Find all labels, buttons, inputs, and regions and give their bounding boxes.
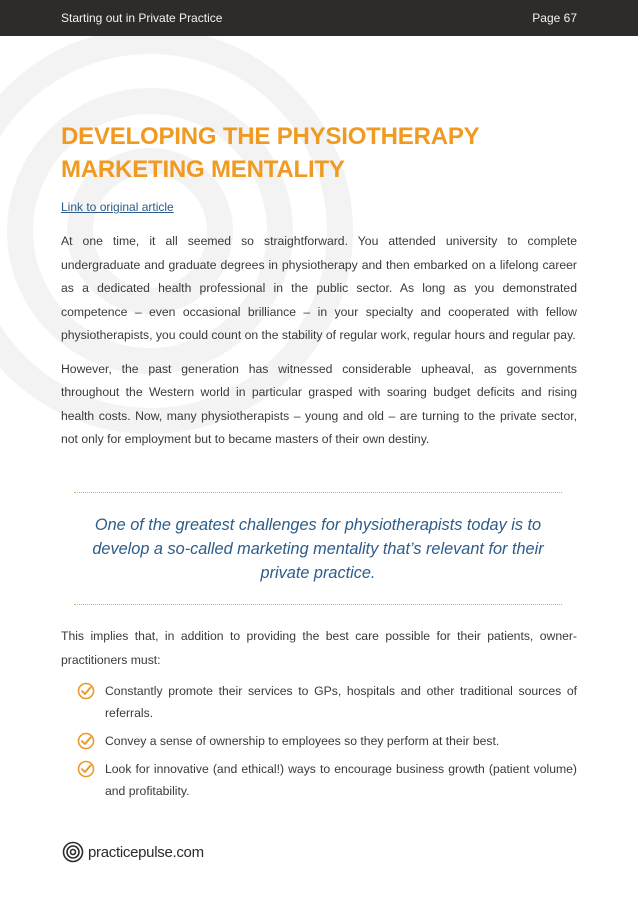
- list-item-text: Look for innovative (and ethical!) ways to encourage business growth (patient volume) and profitability.: [105, 762, 577, 798]
- paragraph-2: However, the past generation has witnessed considerable upheaval, as governments throughout the Western world in particular grasped with soaring budget deficits and rising health costs. Now, many physiotherapists – young and old – are turning to the private sector, not only for employment but to became masters of their own destiny.: [61, 361, 577, 446]
- quote-divider-bottom: [74, 604, 562, 605]
- list-item-text: Convey a sense of ownership to employees so they perform at their best.: [105, 734, 500, 748]
- footer-logo: [62, 840, 204, 864]
- paragraph-1: At one time, it all seemed so straightforward. You attended university to complete undergraduate and graduate degrees in physiotherapy and then embarked on a lifelong career as a dedicated health professional in the public sector. As long as you demonstrated competence – even occasional brilliance – in your specialty and cooperated with fellow physiotherapists, you could count on the stability of regular work, regular hours and regular pay.: [61, 234, 577, 342]
- document-title: Starting out in Private Practice: [61, 11, 223, 25]
- list-item: [61, 730, 577, 752]
- article-title: DEVELOPING THE PHYSIOTHERAPY MARKETING MENTALITY: [61, 123, 480, 183]
- pull-quote-block: [74, 492, 562, 605]
- list-item: [61, 680, 577, 724]
- checklist: [61, 680, 577, 802]
- list-item: [61, 758, 577, 802]
- pull-quote: One of the greatest challenges for physiotherapists today is to develop a so-called marketing mentality that’s relevant for their private practice.: [92, 516, 544, 582]
- list-item-text: Constantly promote their services to GPs, hospitals and other traditional sources of referrals.: [105, 684, 577, 720]
- article-continued: [61, 625, 577, 808]
- quote-divider-top: [74, 492, 562, 493]
- article-body: [61, 120, 577, 452]
- spiral-logo-icon: [62, 841, 84, 863]
- logo-wordmark: practicepulse.com: [88, 843, 204, 861]
- page-header: [0, 0, 638, 36]
- original-article-link[interactable]: Link to original article: [61, 200, 174, 214]
- check-circle-icon: [77, 682, 95, 700]
- paragraph-3: This implies that, in addition to providing the best care possible for their patients, owner-practitioners must:: [61, 629, 577, 667]
- check-circle-icon: [77, 760, 95, 778]
- page-number: Page 67: [532, 11, 577, 25]
- check-circle-icon: [77, 732, 95, 750]
